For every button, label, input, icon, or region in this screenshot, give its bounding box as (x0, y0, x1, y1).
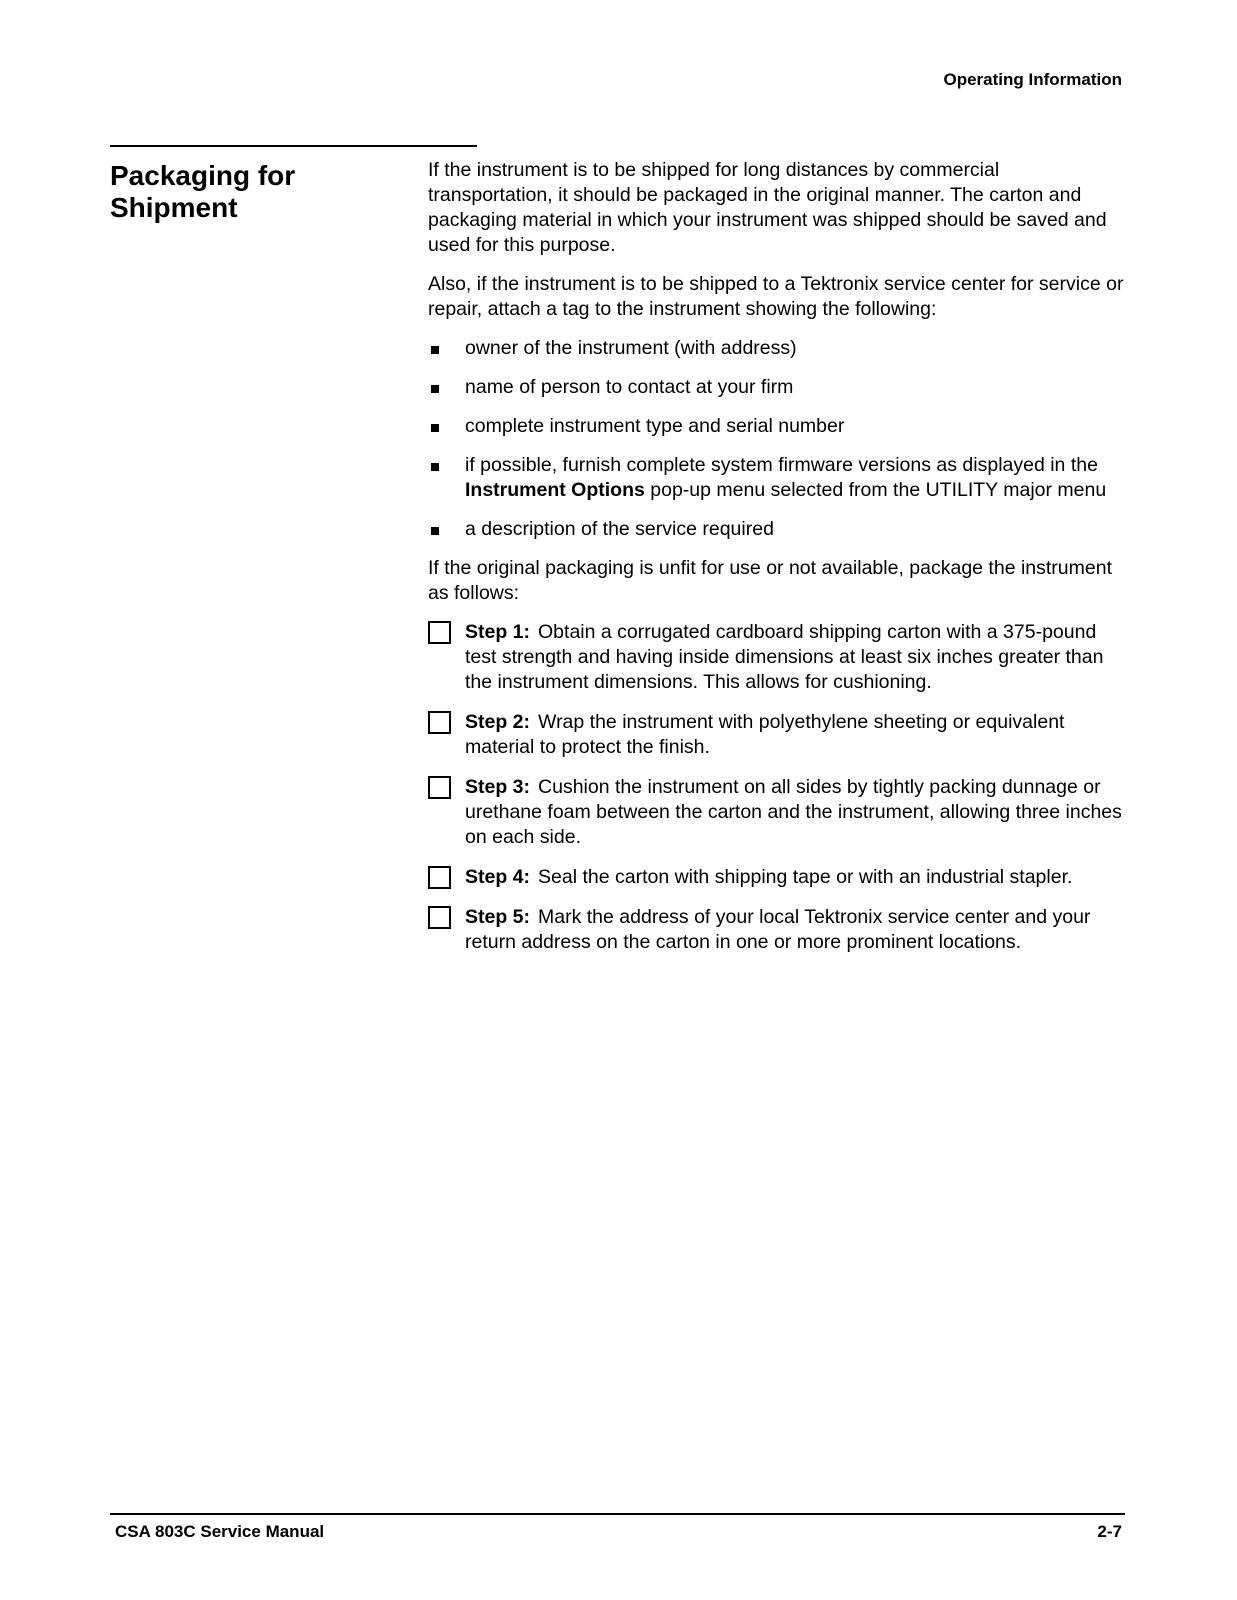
step-list (428, 620, 1128, 955)
step-label: Step 1: (465, 621, 531, 643)
checkbox-icon (428, 621, 451, 644)
square-bullet-icon (431, 424, 439, 432)
footer-rule (110, 1513, 1125, 1515)
list-item-text-before: if possible, furnish complete system firmware versions as displayed in the (465, 454, 1098, 476)
step-label: Step 4: (465, 866, 531, 888)
list-item-text: name of person to contact at your firm (465, 376, 794, 398)
intro-paragraph: If the instrument is to be shipped for long distances by commercial transportation, it should be packaged in the original manner. The carton and packaging material in which your instrument was shipped should be saved and used for this purpose. (428, 159, 1107, 256)
menu-name: Instrument Options (465, 479, 645, 501)
step-text: Wrap the instrument with polyethylene sheeting or equivalent material to protect the finish. (465, 711, 1065, 758)
square-bullet-icon (431, 385, 439, 393)
section-rule (110, 145, 477, 147)
step-item (428, 905, 1128, 955)
page-number: 2-7 (1097, 1522, 1122, 1541)
step-item (428, 775, 1128, 850)
list-item (428, 414, 1128, 439)
list-item-text: complete instrument type and serial number (465, 415, 845, 437)
step-text: Mark the address of your local Tektronix service center and your return address on the carton in one or more prominent locations. (465, 906, 1091, 953)
step-label: Step 3: (465, 776, 531, 798)
checkbox-icon (428, 776, 451, 799)
list-item (428, 375, 1128, 400)
checkbox-icon (428, 866, 451, 889)
tag-paragraph: Also, if the instrument is to be shipped to a Tektronix service center for service or repair, attach a tag to the instrument showing the following: (428, 273, 1124, 320)
list-item (428, 336, 1128, 361)
list-item-text: a description of the service required (465, 518, 774, 540)
list-item (428, 453, 1128, 503)
step-label: Step 5: (465, 906, 531, 928)
list-item (428, 517, 1128, 542)
tag-info-list (428, 336, 1128, 542)
list-item-text-after: pop-up menu selected from the UTILITY major menu (644, 479, 1107, 501)
step-text: Obtain a corrugated cardboard shipping carton with a 375-pound test strength and having inside dimensions at least six inches greater than the instrument dimensions. This allows for cushioning. (465, 621, 1104, 693)
square-bullet-icon (431, 527, 439, 535)
step-label: Step 2: (465, 711, 531, 733)
checkbox-icon (428, 906, 451, 929)
section-title: Packaging for Shipment (110, 160, 296, 223)
packaging-paragraph: If the original packaging is unfit for use or not available, package the instrument as follows: (428, 557, 1112, 604)
step-item (428, 865, 1128, 890)
square-bullet-icon (431, 346, 439, 354)
footer-manual-title: CSA 803C Service Manual (115, 1522, 325, 1541)
step-item (428, 620, 1128, 695)
body-column (428, 158, 1128, 970)
checkbox-icon (428, 711, 451, 734)
step-text: Cushion the instrument on all sides by tightly packing dunnage or urethane foam between the carton and the instrument, allowing three inches on each side. (465, 776, 1122, 848)
list-item-text: owner of the instrument (with address) (465, 337, 797, 359)
step-item (428, 710, 1128, 760)
step-text: Seal the carton with shipping tape or with an industrial stapler. (538, 866, 1073, 888)
square-bullet-icon (431, 463, 439, 471)
running-header: Operating Information (943, 70, 1122, 89)
